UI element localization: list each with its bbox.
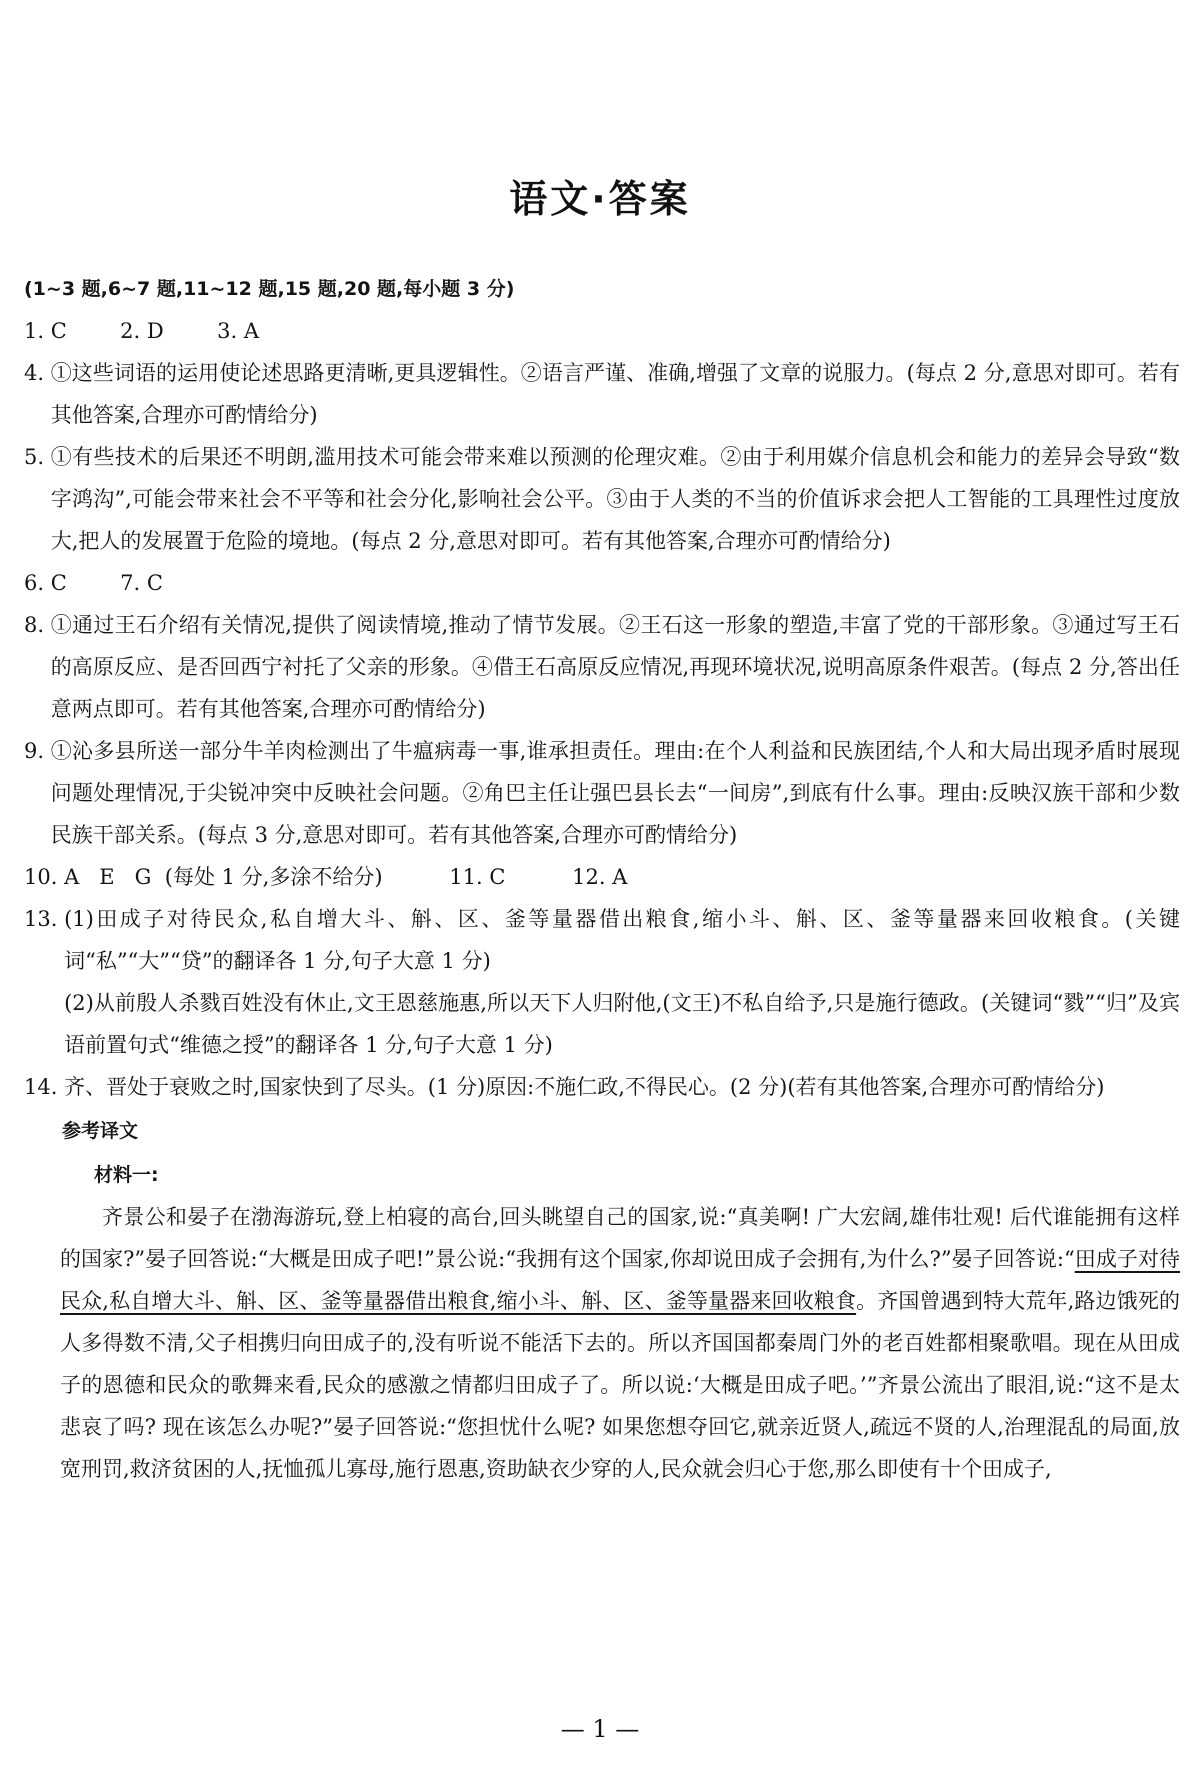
- answers-6-7: 6. C 7. C: [24, 571, 163, 595]
- answer-text: ①沁多县所送一部分牛羊肉检测出了牛瘟病毒一事,谁承担责任。理由:在个人利益和民族团结,个人和大局出现矛盾时展现问题处理情况,于尖锐冲突中反映社会问题。②角巴主任让强巴县长去“一间房”,到底有什么事。理由:反映汉族干部和少数民族干部关系。(每点 3 分,意思对即可。若有其他答案,合理亦可酌情给分): [50, 739, 1180, 847]
- answer-4: [24, 352, 1180, 436]
- answer-14: [24, 1066, 1180, 1108]
- answer-text: ①通过王石介绍有关情况,提供了阅读情境,推动了情节发展。②王石这一形象的塑造,丰富了党的干部形象。③通过写王石的高原反应、是否回西宁衬托了父亲的形象。④借王石高原反应情况,再现环境状况,说明高原条件艰苦。(每点 2 分,答出任意两点即可。若有其他答案,合理亦可酌情给分): [50, 613, 1180, 721]
- translation-text-before: 齐景公和晏子在渤海游玩,登上柏寝的高台,回头眺望自己的国家,说:“真美啊! 广大宏阔,雄伟壮观! 后代谁能拥有这样的国家?”晏子回答说:“大概是田成子吧!”景公说:“我拥有这个国家,你却说田成子会拥有,为什么?”晏子回答说:“: [60, 1205, 1180, 1271]
- question-number: 4.: [24, 361, 51, 385]
- answer-8: [24, 604, 1180, 730]
- answer-13-part-1: (1)田成子对待民众,私自增大斗、斛、区、釜等量器借出粮食,缩小斗、斛、区、釜等量器来回收粮食。(关键词“私”“大”“贷”的翻译各 1 分,句子大意 1 分): [64, 907, 1180, 973]
- answer-13-part-2: (2)从前殷人杀戮百姓没有休止,文王恩慈施惠,所以天下人归附他,(文王)不私自给予,只是施行德政。(关键词“戮”“归”及宾语前置句式“维德之授”的翻译各 1 分,句子大意 1 分): [64, 991, 1180, 1057]
- translation-text-after: 。齐国曾遇到特大荒年,路边饿死的人多得数不清,父子相携归向田成子的,没有听说不能活下去的。所以齐国国都秦周门外的老百姓都相聚歌唱。现在从田成子的恩德和民众的歌舞来看,民众的感激之情都归田成子了。所以说:‘大概是田成子吧。’”齐景公流出了眼泪,说:“这不是太悲哀了吗? 现在该怎么办呢?”晏子回答说:“您担忧什么呢? 如果您想夺回它,就亲近贤人,疏远不贤的人,治理混乱的局面,放宽刑罚,救济贫困的人,抚恤孤儿寡母,施行恩惠,资助缺衣少穿的人,民众就会归心于您,那么即使有十个田成子,: [60, 1289, 1180, 1481]
- material-one-heading: 材料一:: [94, 1164, 159, 1186]
- answer-9: [24, 730, 1180, 856]
- translation-underlined-text: 田成子对待民众,私自增大斗、斛、区、釜等量器借出粮食,缩小斗、斛、区、釜等量器来回收粮食: [60, 1247, 1181, 1313]
- question-number: 13.: [24, 907, 65, 931]
- answers-1-3: 1. C 2. D 3. A: [24, 319, 260, 343]
- question-number: 8.: [24, 613, 51, 637]
- scoring-note: (1~3 题,6~7 题,11~12 题,15 题,20 题,每小题 3 分): [24, 278, 515, 300]
- answer-5: [24, 436, 1180, 562]
- page-title: 语文·答案: [509, 177, 691, 221]
- answer-text: 齐、晋处于衰败之时,国家快到了尽头。(1 分)原因:不施仁政,不得民心。(2 分)(若有其他答案,合理亦可酌情给分): [64, 1075, 1105, 1099]
- answer-text: ①这些词语的运用使论述思路更清晰,更具逻辑性。②语言严谨、准确,增强了文章的说服力。(每点 2 分,意思对即可。若有其他答案,合理亦可酌情给分): [50, 361, 1180, 427]
- answer-body: [24, 268, 1180, 1511]
- answer-text: ①有些技术的后果还不明朗,滥用技术可能会带来难以预测的伦理灾难。②由于利用媒介信息机会和能力的差异会导致“数字鸿沟”,可能会带来社会不平等和社会分化,影响社会公平。③由于人类的不当的价值诉求会把人工智能的工具理性过度放大,把人的发展置于危险的境地。(每点 2 分,意思对即可。若有其他答案,合理亦可酌情给分): [50, 445, 1180, 553]
- answer-13-parts: [64, 898, 1180, 1066]
- question-number: 9.: [24, 739, 51, 763]
- question-number: 14.: [24, 1075, 65, 1099]
- reference-translation-heading: 参考译文: [62, 1120, 139, 1142]
- question-number: 5.: [24, 445, 51, 469]
- answers-10-12: 10. A E G (每处 1 分,多涂不给分) 11. C 12. A: [24, 865, 628, 889]
- translation-paragraph: [24, 1196, 1180, 1490]
- page-number: — 1 —: [560, 1715, 640, 1743]
- answer-13: [24, 898, 1180, 1066]
